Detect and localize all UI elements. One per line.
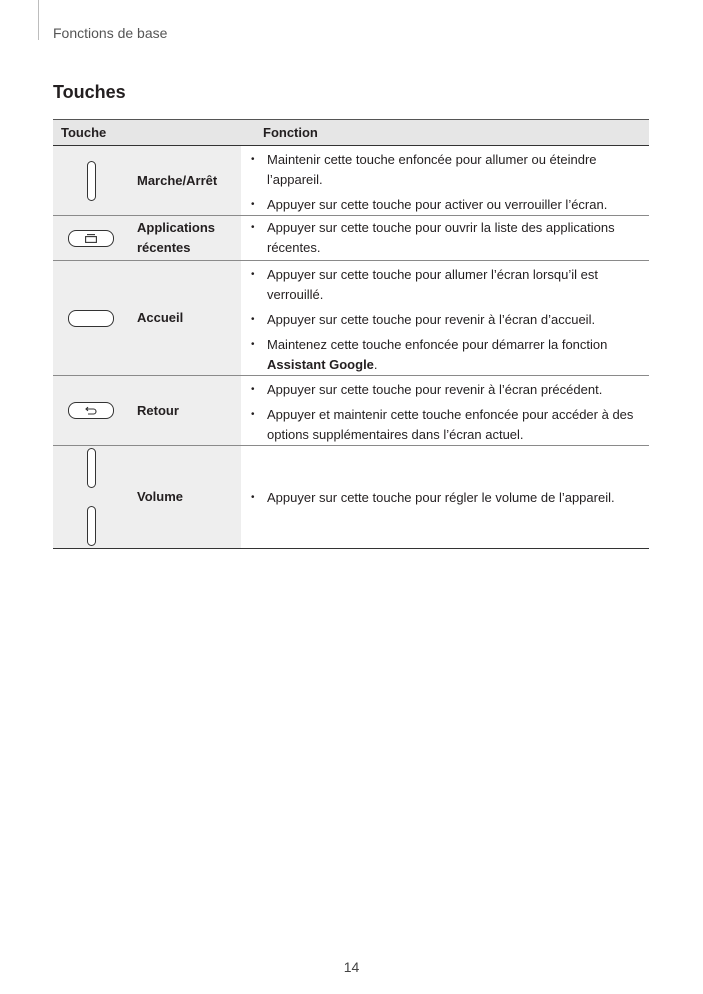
key-label: Marche/Arrêt <box>137 172 218 188</box>
list-item: • Appuyer sur cette touche pour allumer l’écran lorsqu’il est verrouillé. <box>251 267 598 302</box>
assistant-google-bold: Assistant Google <box>267 357 374 372</box>
page-number: 14 <box>343 959 360 975</box>
keys-table <box>53 119 649 549</box>
volume-up-key-icon <box>87 448 96 488</box>
list-item: • Appuyer sur cette touche pour régler le volume de l’appareil. <box>251 490 615 505</box>
table-row <box>53 216 649 261</box>
table-row <box>53 446 649 549</box>
volume-keys-icon <box>53 448 129 546</box>
list-item: • Maintenez cette touche enfoncée pour démarrer la fonction Assistant Google. <box>251 337 608 372</box>
back-key-icon <box>68 402 114 419</box>
home-key-icon <box>68 310 114 327</box>
key-cell <box>53 146 241 215</box>
volume-down-key-icon <box>87 506 96 546</box>
key-label: Retour <box>137 402 179 418</box>
function-cell <box>241 216 649 260</box>
function-cell <box>241 261 649 375</box>
page-title: Touches <box>53 82 126 102</box>
list-item: • Appuyer sur cette touche pour activer ou verrouiller l’écran. <box>251 197 608 212</box>
list-item: • Appuyer sur cette touche pour ouvrir la liste des applications récentes. <box>251 220 615 255</box>
list-item: • Maintenir cette touche enfoncée pour allumer ou éteindre l’appareil. <box>251 152 597 187</box>
key-label: Applications récentes <box>137 220 216 255</box>
function-cell <box>241 146 649 215</box>
margin-rule <box>38 0 39 40</box>
key-label: Volume <box>137 489 183 504</box>
section-header: Fonctions de base <box>53 25 168 41</box>
table-row <box>53 376 649 446</box>
list-item: • Appuyer et maintenir cette touche enfoncée pour accéder à des options supplémentaires dans l’écran actuel. <box>251 407 634 442</box>
table-row <box>53 261 649 376</box>
list-item: • Appuyer sur cette touche pour revenir à l’écran d’accueil. <box>251 312 596 327</box>
function-cell <box>241 376 649 445</box>
power-key-icon <box>87 161 96 201</box>
list-item: • Appuyer sur cette touche pour revenir à l’écran précédent. <box>251 382 603 397</box>
table-header <box>53 119 649 146</box>
table-row <box>53 146 649 216</box>
key-label: Accueil <box>137 310 184 325</box>
key-cell <box>53 446 241 548</box>
function-cell <box>241 446 649 548</box>
column-header-key: Touche <box>61 124 107 140</box>
key-cell <box>53 376 241 445</box>
recent-apps-key-icon <box>68 230 114 247</box>
key-cell <box>53 216 241 260</box>
column-header-function: Fonction <box>263 124 318 140</box>
key-cell <box>53 261 241 375</box>
